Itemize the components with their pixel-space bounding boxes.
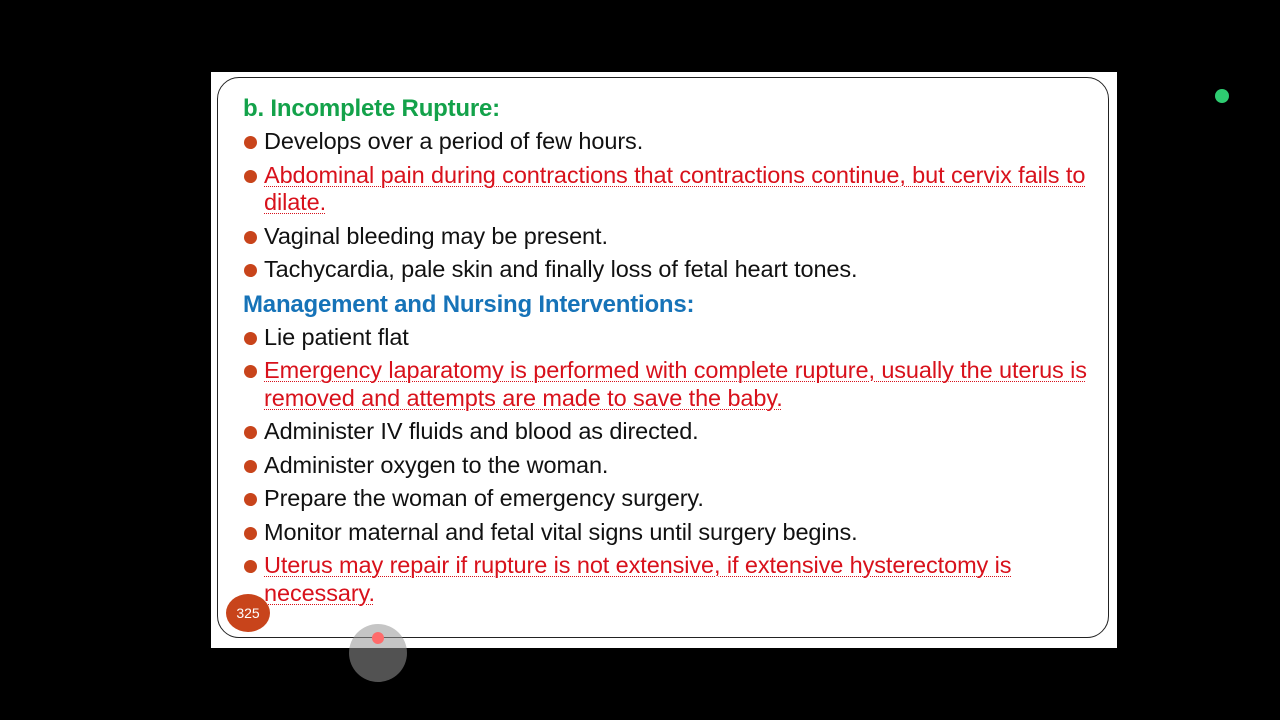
bullet-text: Tachycardia, pale skin and finally loss of fetal heart tones.: [264, 256, 858, 282]
bullet-text: Vaginal bleeding may be present.: [264, 222, 608, 249]
section-heading-management: Management and Nursing Interventions:: [243, 290, 695, 318]
bullet-dot-icon: [244, 231, 257, 244]
bullet-item: [243, 452, 1103, 480]
section-heading-incomplete-rupture: b. Incomplete Rupture:: [243, 95, 500, 122]
bullet-item: [243, 418, 1103, 446]
recording-indicator-icon: [1215, 89, 1229, 103]
bullet-dot-icon: [244, 460, 257, 473]
bullet-dot-icon: [244, 426, 257, 439]
bullet-text: Abdominal pain during contractions that contractions continue, but cervix fails to dilate.: [264, 161, 1086, 215]
bullet-item: [243, 485, 1103, 513]
bullet-item: [243, 519, 1103, 547]
bullet-dot-icon: [244, 493, 257, 506]
bullet-item: [243, 357, 1103, 412]
bullet-text: Administer oxygen to the woman.: [264, 451, 609, 478]
bullet-text: Monitor maternal and fetal vital signs until surgery begins.: [264, 518, 858, 545]
bullet-list-management: [243, 324, 1103, 608]
bullet-item: [243, 256, 1103, 284]
bullet-text: Prepare the woman of emergency surgery.: [264, 485, 704, 511]
bullet-text: Develops over a period of few hours.: [264, 128, 644, 154]
bullet-item: [243, 162, 1103, 217]
bullet-text: Administer IV fluids and blood as directed.: [264, 418, 699, 444]
page-number-badge: 325: [226, 594, 270, 632]
pointer-dot: [372, 632, 384, 644]
bullet-dot-icon: [244, 365, 257, 378]
slide: [211, 72, 1117, 648]
bullet-item: [243, 223, 1103, 251]
slide-content: [243, 94, 1103, 613]
bullet-text: Lie patient flat: [264, 323, 409, 350]
bullet-dot-icon: [244, 170, 257, 183]
bullet-dot-icon: [244, 264, 257, 277]
bullet-item: [243, 552, 1103, 607]
bullet-item: [243, 324, 1103, 352]
bullet-item: [243, 128, 1103, 156]
bullet-dot-icon: [244, 332, 257, 345]
bullet-list-incomplete-rupture: [243, 128, 1103, 284]
bullet-text: Uterus may repair if rupture is not extensive, if extensive hysterectomy is necessary.: [264, 552, 1012, 606]
bullet-dot-icon: [244, 527, 257, 540]
bullet-dot-icon: [244, 560, 257, 573]
bullet-text: Emergency laparatomy is performed with complete rupture, usually the uterus is removed and attempts are made to save the baby.: [264, 357, 1087, 411]
bullet-dot-icon: [244, 136, 257, 149]
